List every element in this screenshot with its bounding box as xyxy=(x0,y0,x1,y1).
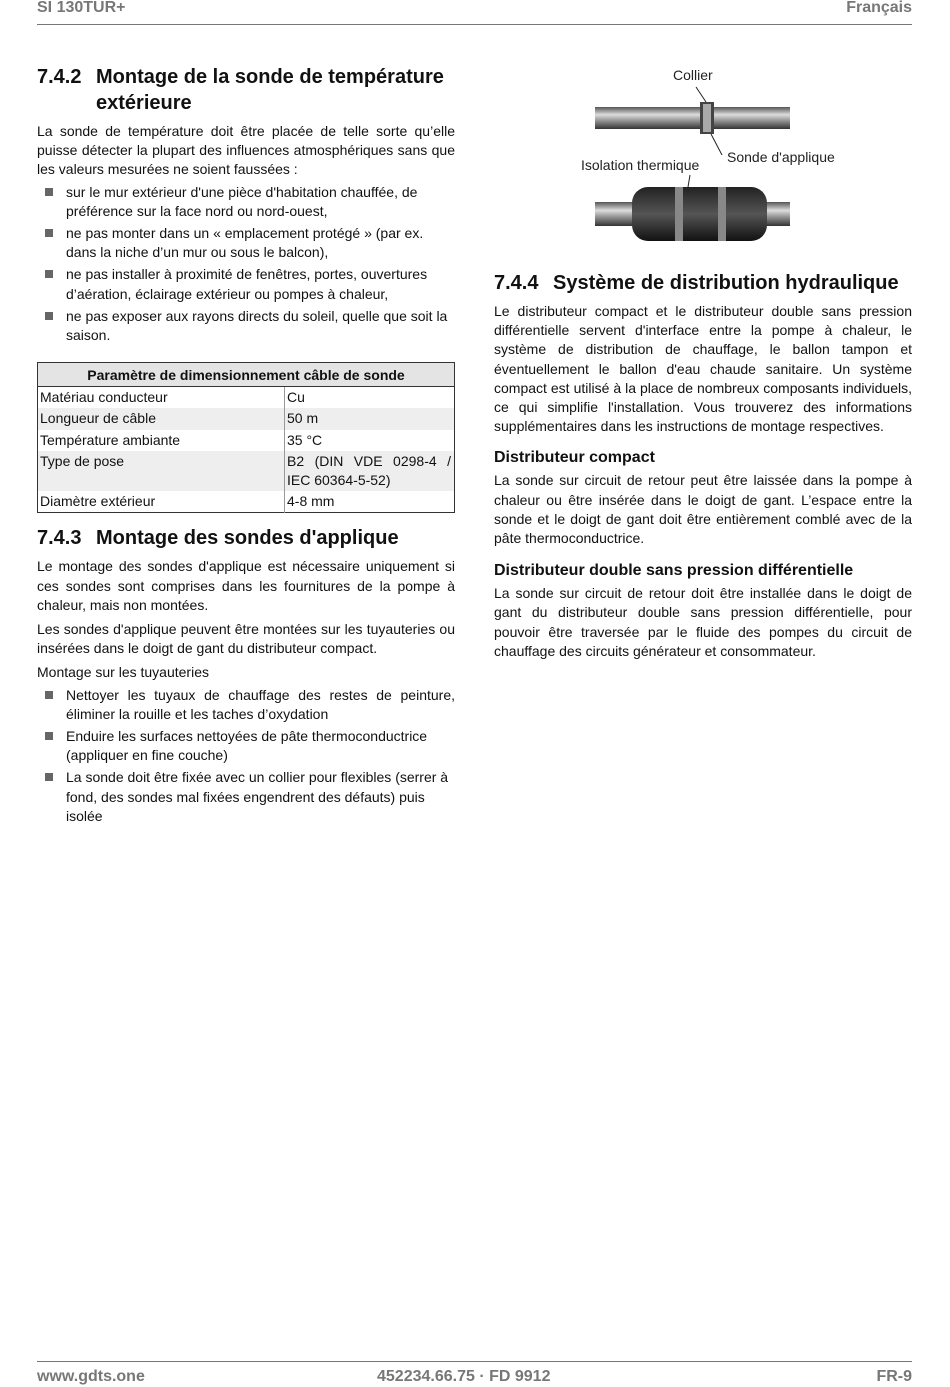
section-title: Montage de la sonde de température extérieure xyxy=(96,66,444,114)
section-number: 7.4.3 xyxy=(37,527,82,550)
s744-paragraph: La sonde sur circuit de retour peut être laissée dans la pompe à chaleur ou être insérée dans le doigt de gant. L’espace entre la sonde et le doigt de gant doit être entièrement comblé avec de la pâte thermoconductrice. xyxy=(494,472,912,547)
s742-intro: La sonde de température doit être placée de telle sorte qu’elle puisse détecter la plupart des influences atmosphériques sans que les valeurs mesurées ne soient faussées : xyxy=(37,123,455,178)
subheading-distributeur-compact: Distributeur compact xyxy=(494,449,655,467)
section-number: 7.4.4 xyxy=(494,272,539,294)
section-7-4-4-heading xyxy=(494,270,912,296)
s744-paragraph: La sonde sur circuit de retour doit être installée dans le doigt de gant du distributeur double sans pression différentielle, pour pouvoir être traversée par le fluide des pompes du circuit de chauffage des circuits générateur et consommateur. xyxy=(494,585,912,659)
label-collier: Collier xyxy=(673,67,713,83)
list-item: Nettoyer les tuyaux de chauffage des restes de peinture, éliminer la rouille et les taches d’oxydation xyxy=(37,686,455,724)
list-item: sur le mur extérieur d'une pièce d'habitation chauffée, de préférence sur la face nord ou nord-ouest, xyxy=(37,183,455,221)
footer-website: www.gdts.one xyxy=(37,1368,145,1385)
label-isolation: Isolation thermique xyxy=(581,157,700,173)
section-title: Montage des sondes d'applique xyxy=(96,527,399,550)
table-row: Diamètre extérieur 4-8 mm xyxy=(38,491,455,513)
header-doc-id: SI 130TUR+ xyxy=(37,0,126,16)
s744-paragraph: Le distributeur compact et le distributeur double sans pression différentielle servent d'interface entre la pompe à chaleur, le système de distribution de chauffage, le ballon tampon et éventuellement le ballon d'eau chaude sanitaire. Un système compact est utilisé à la place de nombreux composants individuels, ce qui simplifie l'installation. Vous trouverez des informations supplémentaires dans les instructions de montage respectives. xyxy=(494,303,912,435)
s743-list xyxy=(37,686,455,826)
page-header xyxy=(37,0,912,25)
footer-doc-number: 452234.66.75 · FD 9912 xyxy=(377,1368,551,1385)
header-language: Français xyxy=(846,0,912,16)
table-row: Matériau conducteur Cu xyxy=(38,387,455,409)
table-row: Température ambiante 35 °C xyxy=(38,430,455,451)
sensor-mounting-figure xyxy=(570,62,870,252)
insulation-shape xyxy=(632,187,767,241)
section-number: 7.4.2 xyxy=(37,66,82,88)
s742-list xyxy=(37,183,455,346)
table-row: Type de pose B2 (DIN VDE 0298-4 / IEC 60364-5-52) xyxy=(38,451,455,491)
list-item: Enduire les surfaces nettoyées de pâte thermoconductrice (appliquer en fine couche) xyxy=(37,727,455,765)
s743-subheading: Montage sur les tuyauteries xyxy=(37,664,209,681)
pipe-shape xyxy=(595,107,790,129)
list-item: ne pas installer à proximité de fenêtres, portes, ouvertures d’aération, éclairage extérieur ou pompes à chaleur, xyxy=(37,265,455,303)
section-title: Système de distribution hydraulique xyxy=(553,272,899,294)
subheading-distributeur-double: Distributeur double sans pression différentielle xyxy=(494,562,854,580)
list-item: ne pas exposer aux rayons directs du soleil, quelle que soit la saison. xyxy=(37,307,455,345)
list-item: ne pas monter dans un « emplacement protégé » (par ex. dans la niche d’un mur ou sous le balcon), xyxy=(37,224,455,262)
list-item: La sonde doit être fixée avec un collier pour flexibles (serrer à fond, des sondes mal fixées engendrent des défauts) puis isolée xyxy=(37,768,455,826)
page-footer xyxy=(37,1361,912,1385)
sensor-cable-table xyxy=(37,362,455,513)
footer-page-number: FR-9 xyxy=(876,1368,912,1385)
left-column xyxy=(37,64,455,829)
section-7-4-2-heading xyxy=(37,64,455,116)
section-7-4-3-heading xyxy=(37,525,455,551)
label-sonde: Sonde d'applique xyxy=(727,149,835,165)
right-column xyxy=(494,270,912,661)
s743-paragraph: Le montage des sondes d'applique est nécessaire uniquement si ces sondes sont comprises dans les fournitures de la pompe à chaleur, mais non montées. xyxy=(37,558,455,613)
table-row: Longueur de câble 50 m xyxy=(38,408,455,429)
s743-paragraph: Les sondes d'applique peuvent être montées sur les tuyauteries ou insérées dans le doigt de gant du distributeur compact. xyxy=(37,621,455,657)
table-title: Paramètre de dimensionnement câble de sonde xyxy=(38,363,455,387)
